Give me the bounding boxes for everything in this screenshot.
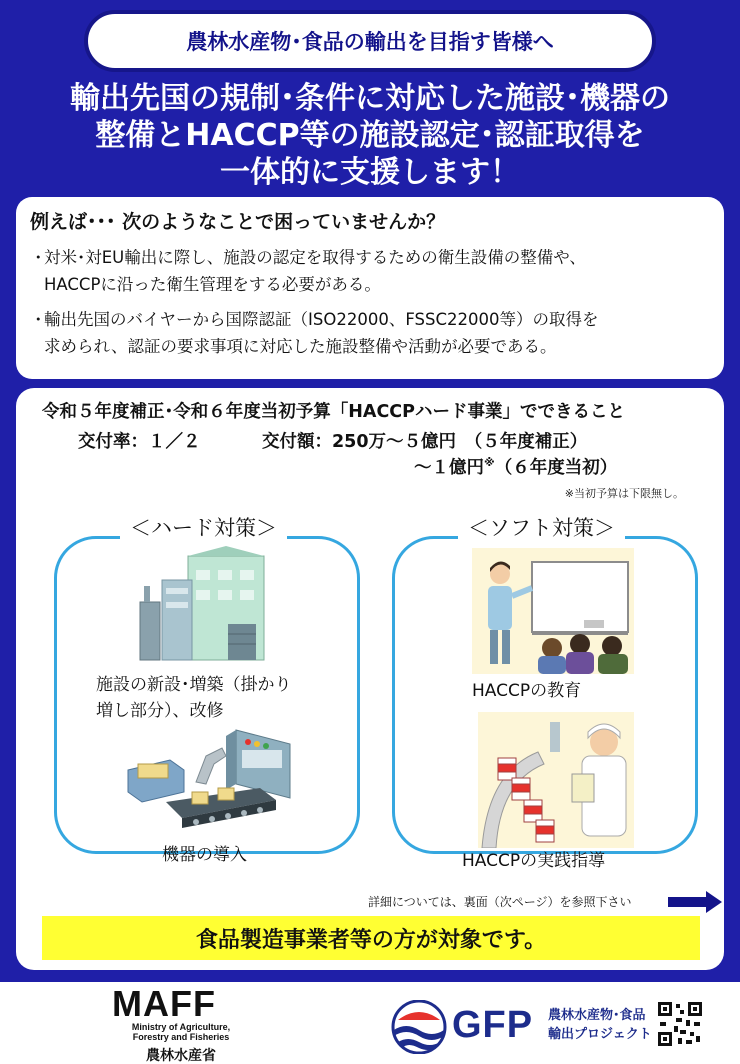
target-banner-text: 食品製造事業者等の方が対象です。 — [195, 927, 547, 953]
program-title: 令和５年度補正･令和６年度当初予算「HACCPハード事業」でできること — [42, 402, 625, 422]
grant-amount-fiscal: （６年度当初） — [494, 458, 618, 478]
grant-rate: 交付率：１／２ — [78, 432, 201, 452]
qr-code-icon — [656, 1000, 704, 1048]
bullet-mark: ・ — [30, 310, 47, 329]
facility-caption-line-2: 増し部分）、改修 — [96, 701, 224, 721]
factory-building-icon — [136, 546, 286, 664]
soft-measures-title: ＜ソフト対策＞ — [458, 512, 625, 542]
problem-item-2-line-2: 求められ、認証の要求事項に対応した施設整備や活動が必要である。 — [44, 337, 557, 356]
maff-english-name-line-1: Ministry of Agriculture, — [131, 1022, 231, 1032]
problems-box — [16, 197, 724, 379]
gfp-wave-emblem-icon — [390, 1000, 448, 1054]
problems-title: 例えば･･･ 次のようなことで困っていませんか？ — [30, 211, 446, 233]
program-box — [16, 388, 724, 970]
detail-reference-text: 詳細については、裏面（次ページ）を参照下さい — [368, 895, 632, 909]
budget-note: ※当初予算は下限無し。 — [564, 487, 684, 500]
gfp-japanese-name — [548, 1006, 652, 1044]
gfp-logo — [390, 996, 730, 1056]
problem-item-1-line-2: HACCPに沿った衛生管理をする必要がある。 — [44, 275, 381, 294]
training-lecture-illustration — [472, 548, 634, 674]
grant-amount-line-1: 交付額：250万～５億円 （５年度補正） — [262, 432, 588, 452]
problem-item-2-line-1: 輸出先国のバイヤーから国際認証（ISO22000、FSSC22000等）の取得を — [44, 310, 599, 329]
headline-line-2: 整備とHACCP等の施設認定･認証取得を — [95, 118, 645, 153]
soft-caption-education: HACCPの教育 — [472, 681, 582, 701]
main-headline — [0, 80, 740, 191]
gfp-name-line-2: 輸出プロジェクト — [548, 1027, 652, 1042]
target-banner — [42, 916, 700, 960]
gfp-name-line-1: 農林水産物･食品 — [548, 1008, 646, 1023]
hard-caption-machinery: 機器の導入 — [162, 845, 247, 865]
soft-caption-guidance: HACCPの実践指導 — [462, 851, 606, 871]
problem-item — [30, 306, 710, 360]
maff-english-name-line-2: Forestry and Fisheries — [132, 1032, 230, 1042]
maff-japanese-name: 農林水産省 — [146, 1048, 216, 1064]
headline-line-3: 一体的に支援します！ — [220, 155, 520, 190]
problem-item — [30, 244, 710, 298]
headline-line-1: 輸出先国の規制･条件に対応した施設･機器の — [70, 81, 670, 116]
grant-amount-upper: ～１億円 — [414, 458, 484, 478]
audience-pill-heading — [84, 10, 656, 72]
arrow-right-icon — [668, 891, 722, 913]
hard-caption-facility — [96, 672, 292, 724]
machinery-conveyor-icon — [126, 726, 298, 834]
bullet-mark: ・ — [30, 248, 47, 267]
maff-logo — [112, 983, 262, 1064]
note-mark: ※ — [484, 456, 495, 470]
maff-logo-word: MAFF — [112, 983, 216, 1024]
grant-amount-line-2 — [414, 454, 617, 479]
gfp-logo-word: GFP — [452, 1004, 534, 1046]
audience-pill-text: 農林水産物･食品の輸出を目指す皆様へ — [186, 30, 554, 54]
facility-caption-line-1: 施設の新設･増築（掛かり — [96, 675, 292, 695]
problem-item-1-line-1: 対米･対EU輸出に際し、施設の認定を取得するための衛生設備の整備や、 — [44, 248, 586, 267]
hard-measures-title: ＜ハード対策＞ — [120, 512, 287, 542]
onsite-guidance-illustration — [478, 712, 634, 848]
